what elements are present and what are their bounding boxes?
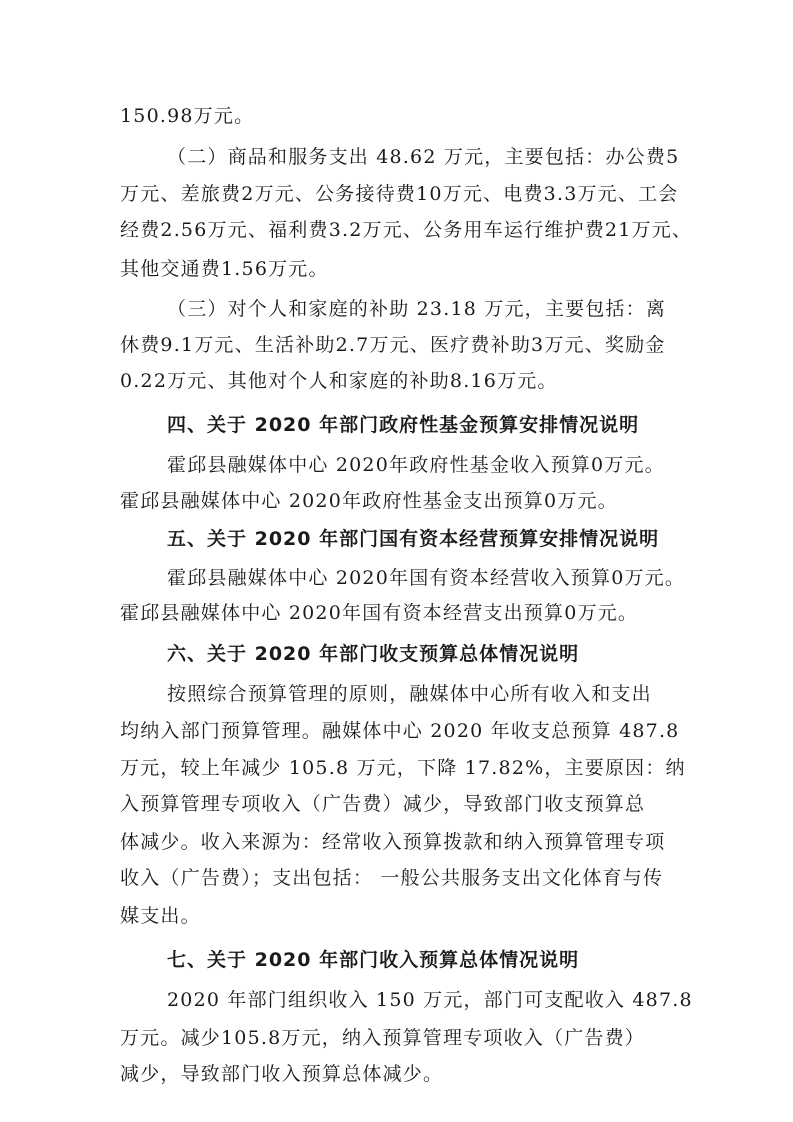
section-heading: 五、关于 2020 年部门国有资本经营预算安排情况说明 (167, 528, 660, 550)
text-line: （三）对个人和家庭的补助 23.18 万元，主要包括：离 (167, 298, 667, 320)
section-heading: 六、关于 2020 年部门收支预算总体情况说明 (167, 643, 580, 665)
text-line: 万元、差旅费2万元、公务接待费10万元、电费3.3万元、工会 (120, 183, 679, 205)
section-heading: 四、关于 2020 年部门政府性基金预算安排情况说明 (167, 414, 640, 436)
text-line: 万元。减少105.8万元，纳入预算管理专项收入（广告费） (120, 1027, 645, 1049)
text-line: 按照综合预算管理的原则，融媒体中心所有收入和支出 (167, 683, 652, 705)
text-line: 霍邱县融媒体中心 2020年政府性基金支出预算0万元。 (120, 490, 618, 512)
text-line: 经费2.56万元、福利费3.2万元、公务用车运行维护费21万元、 (120, 219, 693, 241)
text-line: 万元，较上年减少 105.8 万元，下降 17.82%，主要原因：纳 (120, 757, 686, 779)
text-line: 减少，导致部门收入预算总体减少。 (120, 1063, 444, 1085)
text-line: 霍邱县融媒体中心 2020年国有资本经营支出预算0万元。 (120, 602, 639, 624)
text-line: （二）商品和服务支出 48.62 万元，主要包括：办公费5 (167, 146, 680, 168)
text-line: 其他交通费1.56万元。 (120, 258, 329, 280)
text-line: 0.22万元、其他对个人和家庭的补助8.16万元。 (120, 370, 558, 392)
text-line: 均纳入部门预算管理。融媒体中心 2020 年收支总预算 487.8 (120, 720, 680, 742)
text-line: 2020 年部门组织收入 150 万元，部门可支配收入 487.8 (167, 989, 693, 1011)
text-line: 入预算管理专项收入（广告费）减少，导致部门收支预算总 (120, 793, 646, 815)
text-line: 休费9.1万元、生活补助2.7万元、医疗费补助3万元、奖励金 (120, 334, 666, 356)
text-line: 体减少。收入来源为：经常收入预算拨款和纳入预算管理专项 (120, 831, 666, 853)
text-line: 150.98万元。 (120, 105, 255, 127)
text-line: 霍邱县融媒体中心 2020年政府性基金收入预算0万元。 (167, 454, 665, 476)
section-heading: 七、关于 2020 年部门收入预算总体情况说明 (167, 949, 580, 971)
text-line: 媒支出。 (120, 905, 201, 927)
text-line: 收入（广告费）；支出包括： 一般公共服务支出文化体育与传 (120, 867, 664, 889)
text-line: 霍邱县融媒体中心 2020年国有资本经营收入预算0万元。 (167, 567, 686, 589)
